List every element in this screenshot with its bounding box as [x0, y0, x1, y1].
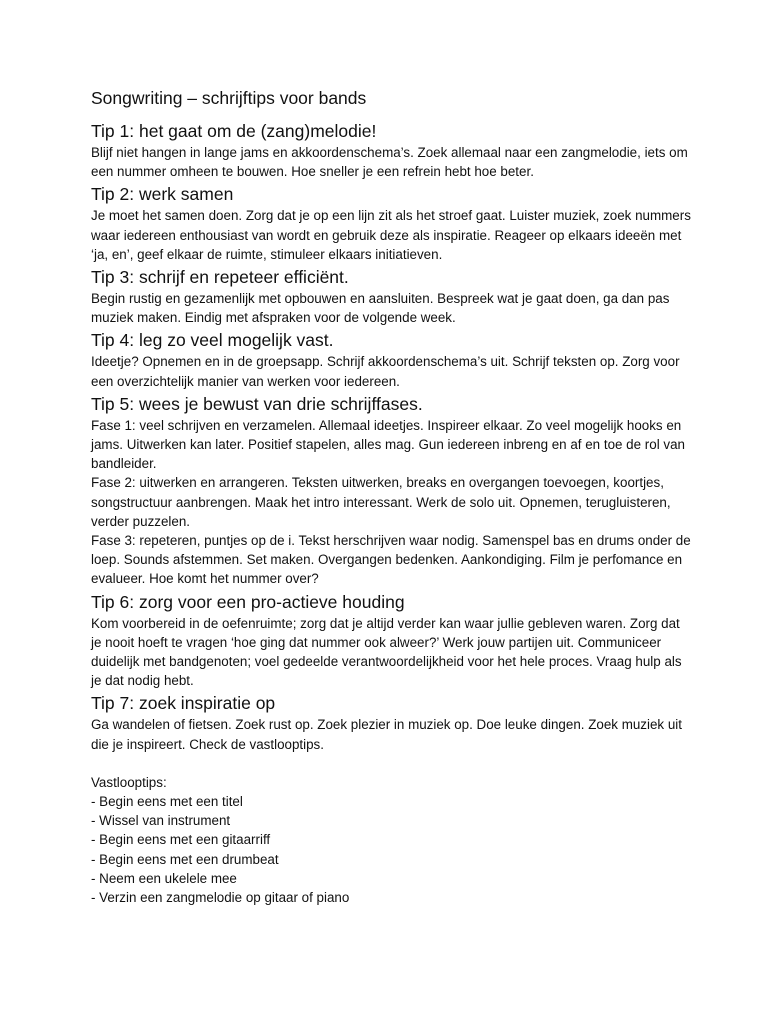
list-item: - Wissel van instrument	[91, 813, 231, 829]
document-page	[91, 86, 691, 907]
tip-heading: Tip 6: zorg voor een pro-actieve houding	[91, 591, 405, 612]
tip-paragraph: Fase 3: repeteren, puntjes op de i. Tekst herschrijven waar nodig. Samenspel bas en drums onder de loep. Sounds afstemmen. Set maken. Overgangen bedenken. Aankondiging. Film je perfomance en evalueer. Hoe komt het nummer over?	[91, 533, 691, 587]
tip-6	[91, 590, 691, 691]
tip-paragraph: Fase 1: veel schrijven en verzamelen. Allemaal ideetjes. Inspireer elkaar. Zo veel mogelijk hooks en jams. Uitwerken kan later. Positief stapelen, alles mag. Gun iedereen inbreng en af en toe de rol van bandleider.	[91, 417, 685, 472]
tip-heading: Tip 5: wees je bewust van drie schrijffases.	[91, 393, 423, 414]
list-item: - Begin eens met een drumbeat	[91, 851, 279, 867]
tip-body	[91, 614, 691, 691]
vastlooptips-list	[91, 792, 691, 907]
tip-heading: Tip 2: werk samen	[91, 184, 234, 205]
tip-body	[91, 143, 691, 181]
tip-paragraph: Begin rustig en gezamenlijk met opbouwen en aansluiten. Bespreek wat je gaat doen, ga dan pas muziek maken. Eindig met afspraken voor de volgende week.	[91, 291, 670, 326]
tip-3	[91, 265, 691, 327]
tip-heading: Tip 7: zoek inspiratie op	[91, 693, 276, 714]
document-title: Songwriting – schrijftips voor bands	[91, 88, 367, 108]
tip-body	[91, 715, 691, 753]
vastlooptips-heading: Vastlooptips:	[91, 774, 167, 790]
tip-paragraph: Ideetje? Opnemen en in de groepsapp. Schrijf akkoordenschema’s uit. Schrijf teksten op. Zorg voor een overzichtelijk manier van werken voor iedereen.	[91, 354, 680, 389]
tip-paragraph: Blijf niet hangen in lange jams en akkoordenschema’s. Zoek allemaal naar een zangmelodie, iets om een nummer omheen te bouwen. Hoe sneller je een refrein hebt hoe beter.	[91, 145, 688, 180]
list-item: - Begin eens met een gitaarriff	[91, 832, 271, 848]
tip-heading: Tip 3: schrijf en repeteer efficiënt.	[91, 267, 349, 288]
tip-body	[91, 206, 691, 264]
list-item: - Begin eens met een titel	[91, 794, 243, 810]
tip-heading: Tip 4: leg zo veel mogelijk vast.	[91, 330, 334, 351]
tip-paragraph: Fase 2: uitwerken en arrangeren. Teksten uitwerken, breaks en overgangen toevoegen, koortjes, songstructuur aanbrengen. Maak het intro interessant. Werk de solo uit. Opnemen, terugluisteren, verder puzzelen.	[91, 475, 671, 529]
tip-5	[91, 392, 691, 589]
tip-2	[91, 182, 691, 264]
tip-paragraph: Kom voorbereid in de oefenruimte; zorg dat je altijd verder kan waar jullie gebleven waren. Zorg dat je nooit hoeft te vragen ‘hoe ging dat nummer ook alweer?’ Werk jouw partijen uit. Communiceer duidelijk met bandgenoten; voel gedeelde verantwoordelijkheid voor het hele proces. Vraag hulp als je dat nodig hebt.	[91, 615, 682, 689]
tip-body	[91, 416, 691, 589]
tip-paragraph: Ga wandelen of fietsen. Zoek rust op. Zoek plezier in muziek op. Doe leuke dingen. Zoek muziek uit die je inspireert. Check de vastlooptips.	[91, 717, 682, 752]
tip-paragraph: Je moet het samen doen. Zorg dat je op een lijn zit als het stroef gaat. Luister muziek, zoek nummers waar iedereen enthousiast van wordt en gebruik deze als inspiratie. Reageer op elkaars ideeën met ‘ja, en’, geef elkaar de ruimte, stimuleer elkaars initiatieven.	[91, 208, 691, 262]
tip-heading: Tip 1: het gaat om de (zang)melodie!	[91, 121, 377, 141]
tip-body	[91, 289, 691, 327]
tip-1	[91, 119, 691, 181]
tip-body	[91, 352, 691, 390]
tip-4	[91, 328, 691, 390]
vastlooptips-section	[91, 773, 691, 907]
list-item: - Neem een ukelele mee	[91, 870, 237, 886]
list-item: - Verzin een zangmelodie op gitaar of piano	[91, 890, 350, 906]
tip-7	[91, 691, 691, 753]
